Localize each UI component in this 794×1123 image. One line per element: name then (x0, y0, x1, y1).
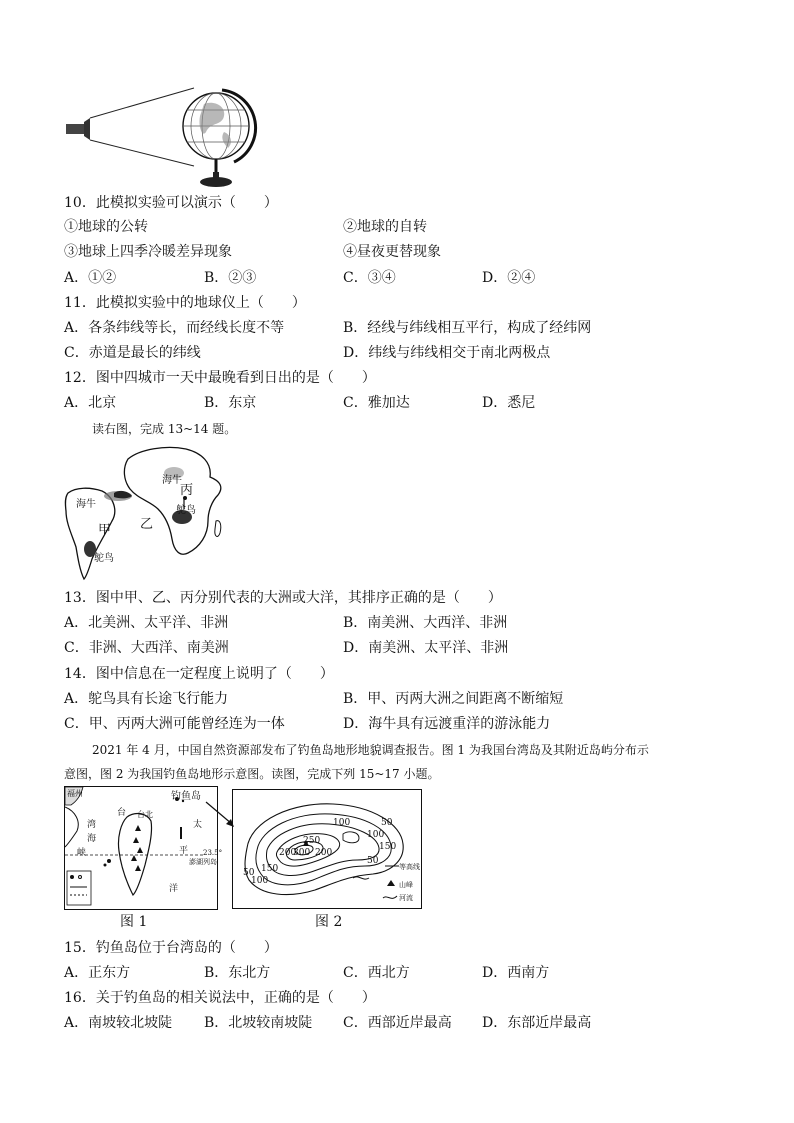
question-16-option-d: D．东部近岸最高 (482, 1015, 592, 1031)
fig2-label-c100c: 100 (251, 876, 269, 886)
africa-shape (124, 447, 220, 554)
figure-2-diaoyu-map (232, 789, 422, 909)
map-label-manatee-1: 海牛 (76, 499, 96, 510)
question-10-stem: 10．此模拟实验可以演示（ ） (64, 195, 278, 211)
question-15-option-a: A．正东方 (64, 965, 131, 981)
map-label-yi: 乙 (140, 517, 154, 532)
question-11-option-b: B．经线与纬线相互平行，构成了经纬网 (343, 320, 592, 336)
fig2-legend-river-label: 河流 (399, 894, 413, 902)
legend-peak-icon (387, 880, 395, 886)
fig2-legend-peak-label: 山峰 (399, 881, 413, 889)
question-12-option-b: B．东京 (204, 395, 257, 411)
question-14-option-d: D．海牛具有远渡重洋的游泳能力 (343, 716, 551, 732)
fig1-label-yang: 洋 (169, 884, 179, 894)
question-10-item-4: ④昼夜更替现象 (343, 244, 441, 260)
question-14-option-a: A．鸵鸟具有长途飞行能力 (64, 691, 229, 707)
fig2-label-c150b: 150 (261, 864, 279, 874)
figure-2-caption: 图 2 (315, 914, 343, 930)
figure-1-caption: 图 1 (120, 914, 148, 930)
question-11-stem: 11．此模拟实验中的地球仪上（ ） (64, 295, 306, 311)
fig2-legend-contour-label: 等高线 (399, 863, 420, 871)
map-label-ostrich-1: 鸵鸟 (176, 505, 196, 516)
question-15-stem: 15．钓鱼岛位于台湾岛的（ ） (64, 940, 278, 956)
question-14-option-b: B．甲、丙两大洲之间距离不断缩短 (343, 691, 564, 707)
map-label-manatee-2: 海牛 (162, 475, 182, 486)
question-11-option-c: C．赤道是最长的纬线 (64, 345, 201, 361)
map-label-ostrich-2: 鸵鸟 (94, 553, 114, 564)
question-11-option-a: A．各条纬线等长，而经线长度不等 (64, 320, 285, 336)
fig2-label-c50a: 50 (381, 818, 393, 828)
question-10-option-d: D．②④ (482, 270, 536, 286)
map-label-jia: 甲 (98, 523, 112, 538)
fig1-label-diaoyudao: 钓鱼岛 (171, 791, 201, 802)
question-13-option-d: D．南美洲、太平洋、非洲 (343, 640, 509, 656)
question-16-option-c: C．西部近岸最高 (343, 1015, 452, 1031)
fig2-label-c250: 250 (303, 836, 321, 846)
fig1-label-lat: 23.5° (203, 849, 223, 857)
question-15-option-b: B．东北方 (204, 965, 271, 981)
question-14-stem: 14．图中信息在一定程度上说明了（ ） (64, 666, 334, 682)
globe-experiment-figure (64, 86, 264, 190)
question-16-stem: 16．关于钓鱼岛的相关说法中，正确的是（ ） (64, 990, 376, 1006)
intro-13-14: 读右图，完成 13~14 题。 (92, 422, 237, 436)
fig2-label-c100a: 100 (333, 818, 351, 828)
question-13-option-c: C．非洲、大西洋、南美洲 (64, 640, 229, 656)
question-12-option-a: A．北京 (64, 395, 117, 411)
fig2-label-c200b: 200 (315, 848, 333, 858)
question-12-stem: 12．图中四城市一天中最晚看到日出的是（ ） (64, 370, 376, 386)
fig1-label-ping: 平 (179, 846, 189, 856)
figure-1-taiwan-map (64, 786, 223, 910)
question-15-option-d: D．西南方 (482, 965, 550, 981)
continent-map-figure (62, 441, 234, 581)
question-12-option-d: D．悉尼 (482, 395, 536, 411)
question-14-option-c: C．甲、丙两大洲可能曾经连为一体 (64, 716, 285, 732)
question-10-option-c: C．③④ (343, 270, 396, 286)
fig1-label-fuzhou: 福州 (67, 789, 83, 798)
fig1-label-taibei: 台北 (137, 810, 153, 819)
question-11-option-d: D．纬线与纬线相交于南北两极点 (343, 345, 551, 361)
question-13-stem: 13．图中甲、乙、丙分别代表的大洲或大洋，其排序正确的是（ ） (64, 590, 502, 606)
fig2-label-c150: 150 (379, 842, 397, 852)
intro-15-17-line-2: 意图，图 2 为我国钓鱼岛地形示意图。读图，完成下列 15~17 小题。 (64, 767, 440, 781)
question-10-option-a: A．①② (64, 270, 117, 286)
question-10-option-b: B．②③ (204, 270, 257, 286)
flashlight-icon (66, 124, 84, 134)
fig2-label-c300: 300 (293, 848, 311, 858)
fig1-label-tai2: 太 (193, 820, 203, 830)
fig1-label-penghu: 澎湖列岛 (189, 858, 217, 866)
fig2-label-c50b: 50 (243, 868, 255, 878)
question-10-item-1: ①地球的公转 (64, 219, 148, 235)
question-10-item-2: ②地球的自转 (343, 219, 427, 235)
globe-icon (183, 90, 256, 187)
map-label-bing: 丙 (180, 483, 194, 498)
manatee-icon (114, 491, 132, 499)
fig1-label-tai: 台 (117, 808, 127, 818)
fig1-label-xia: 峡 (77, 848, 87, 858)
question-15-option-c: C．西北方 (343, 965, 410, 981)
question-16-option-b: B．北坡较南坡陡 (204, 1015, 313, 1031)
fig2-label-c50c: 50 (367, 856, 379, 866)
question-12-option-c: C．雅加达 (343, 395, 410, 411)
question-16-option-a: A．南坡较北坡陡 (64, 1015, 173, 1031)
fig1-label-hai: 海 (87, 834, 97, 844)
fig1-label-wan: 湾 (87, 820, 97, 830)
question-10-item-3: ③地球上四季冷暖差异现象 (64, 244, 232, 260)
fig2-label-c200a: 200 (279, 848, 297, 858)
question-13-option-b: B．南美洲、大西洋、非洲 (343, 615, 508, 631)
question-13-option-a: A．北美洲、太平洋、非洲 (64, 615, 229, 631)
legend-river-icon (383, 896, 397, 898)
intro-15-17-line-1: 2021 年 4 月，中国自然资源部发布了钓鱼岛地形地貌调查报告。图 1 为我国台湾岛及其附近岛屿分布示 (92, 743, 649, 757)
taiwan-island-shape (118, 814, 151, 895)
fig2-label-c100b: 100 (367, 830, 385, 840)
